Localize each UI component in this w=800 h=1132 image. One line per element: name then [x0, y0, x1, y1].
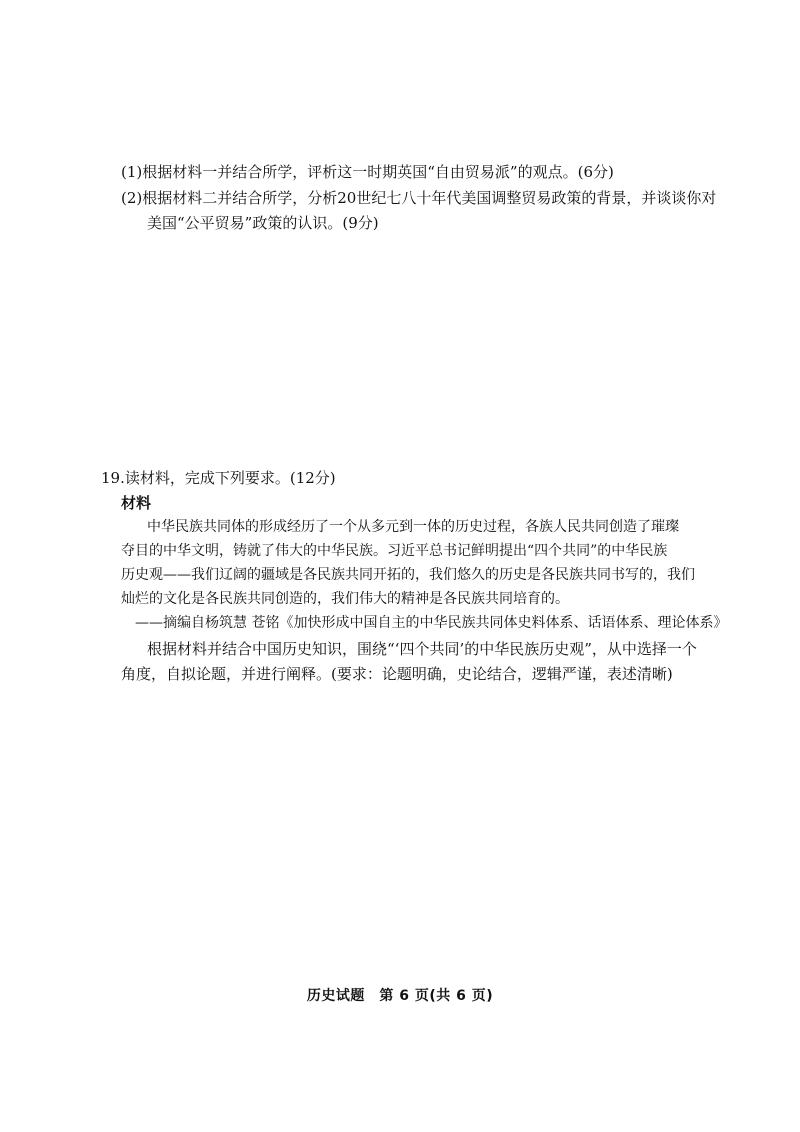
material-label: 材料: [121, 494, 152, 512]
task-line-1: 根据材料并结合中国历史知识，围绕“‘四个共同’的中华民族历史观”，从中选择一个: [147, 640, 697, 658]
task-line-2: 角度，自拟论题，并进行阐释。(要求：论题明确，史论结合，逻辑严谨，表述清晰): [121, 665, 673, 683]
question-19-heading: 19.读材料，完成下列要求。(12分): [101, 469, 336, 487]
page-footer: 历史试题 第 6 页(共 6 页): [306, 988, 494, 1004]
material-line-1: 中华民族共同体的形成经历了一个从多元到一体的历史过程，各族人民共同创造了璀璨: [147, 519, 679, 535]
material-line-2: 夺目的中华文明，铸就了伟大的中华民族。习近平总书记鲜明提出“四个共同”的中华民族: [121, 543, 668, 559]
material-line-3: 历史观——我们辽阔的疆域是各民族共同开拓的，我们悠久的历史是各民族共同书写的，我们: [121, 567, 695, 583]
question-part-1: (1)根据材料一并结合所学，评析这一时期英国“自由贸易派”的观点。(6分): [121, 163, 614, 181]
question-part-2-line-2: 美国“公平贸易”政策的认识。(9分): [147, 214, 379, 232]
question-part-2-line-1: (2)根据材料二并结合所学，分析20世纪七八十年代美国调整贸易政策的背景，并谈谈你对: [121, 189, 717, 207]
material-line-4: 灿烂的文化是各民族共同创造的，我们伟大的精神是各民族共同培育的。: [121, 591, 569, 607]
material-source: ——摘编自杨筑慧 苍铭《加快形成中国自主的中华民族共同体史料体系、话语体系、理论体系》: [135, 615, 728, 631]
